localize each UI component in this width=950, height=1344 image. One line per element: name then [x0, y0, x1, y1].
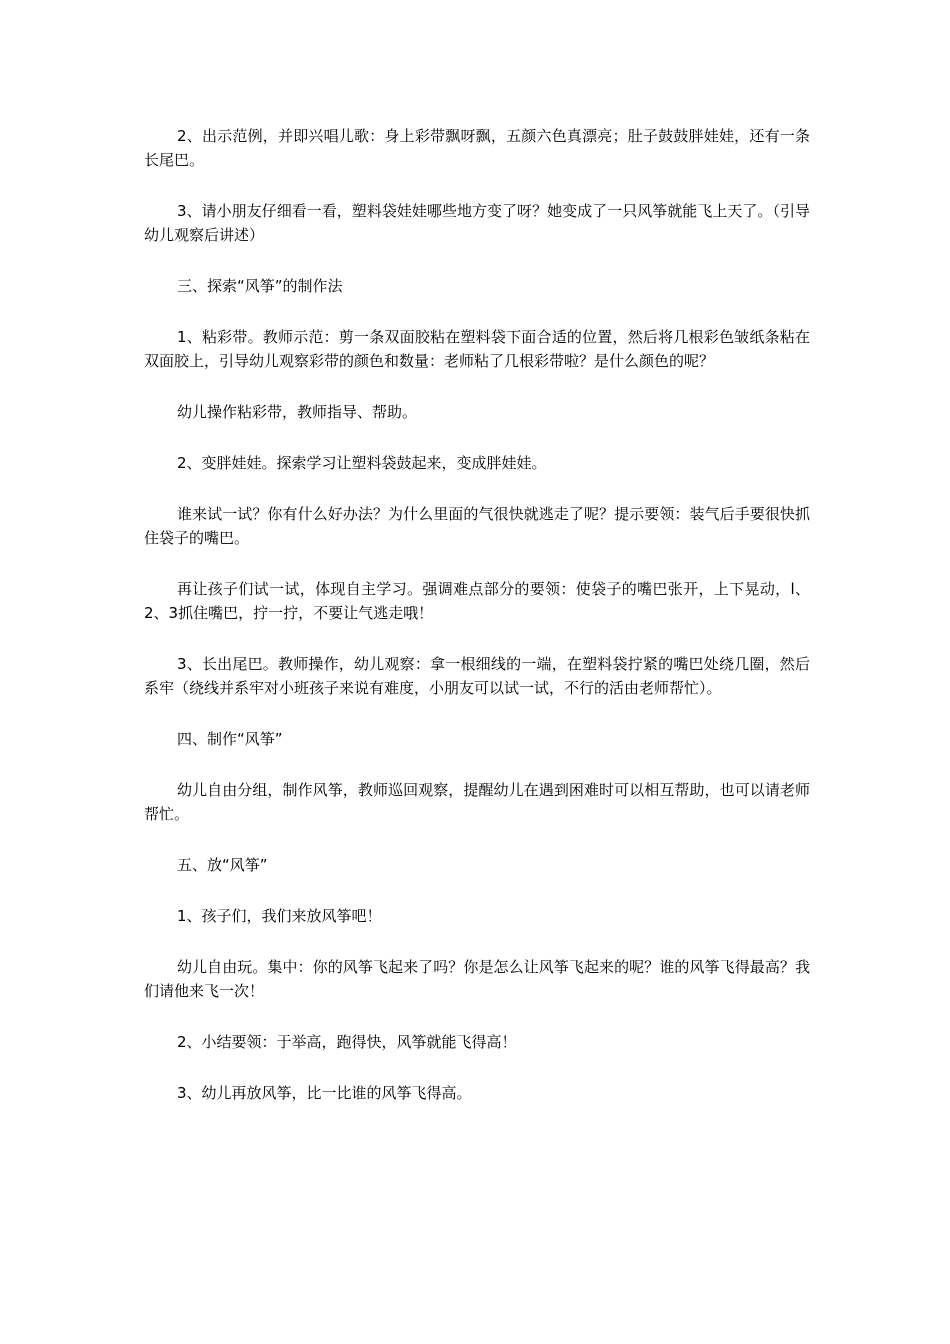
paragraph-observe-doll: 3、请小朋友仔细看一看，塑料袋娃娃哪些地方变了呀？她变成了一只风筝就能飞上天了。（引导幼儿观察后讲述） — [144, 202, 810, 244]
paragraph-fat-doll: 2、变胖娃娃。探索学习让塑料袋鼓起来，变成胖娃娃。 — [177, 454, 547, 472]
section-heading-fly: 五、放“风筝” — [177, 856, 268, 874]
section-heading-make: 四、制作“风筝” — [177, 730, 283, 748]
paragraph-groups: 幼儿自由分组，制作风筝，教师巡回观察，提醒幼儿在遇到困难时可以相互帮助，也可以请老师帮忙。 — [144, 781, 810, 823]
paragraph-lets-fly: 1、孩子们，我们来放风筝吧！ — [177, 907, 382, 925]
paragraph-free-play: 幼儿自由玩。集中：你的风筝飞起来了吗？你是怎么让风筝飞起来的呢？谁的风筝飞得最高？我们请他来飞一次！ — [144, 958, 810, 1000]
paragraph-stick-ribbons: 1、粘彩带。教师示范：剪一条双面胶粘在塑料袋下面合适的位置，然后将几根彩色皱纸条粘在双面胶上，引导幼儿观察彩带的颜色和数量：老师粘了几根彩带啦？是什么颜色的呢？ — [144, 328, 810, 370]
paragraph-fly-again: 3、幼儿再放风筝，比一比谁的风筝飞得高。 — [177, 1084, 472, 1102]
paragraph-show-example: 2、出示范例，并即兴唱儿歌：身上彩带飘呀飘，五颜六色真漂亮；肚子鼓鼓胖娃娃，还有一条长尾巴。 — [144, 127, 810, 169]
paragraph-who-tries: 谁来试一试？你有什么好办法？为什么里面的气很快就逃走了呢？提示要领：装气后手要很快抓住袋子的嘴巴。 — [144, 505, 810, 547]
paragraph-summary: 2、小结要领：于举高，跑得快，风筝就能飞得高！ — [177, 1033, 517, 1051]
document-body — [144, 124, 810, 1105]
paragraph-grow-tail: 3、长出尾巴。教师操作，幼儿观察：拿一根细线的一端，在塑料袋拧紧的嘴巴处绕几圈，然后系牢（绕线并系牢对小班孩子来说有难度，小朋友可以试一试，不行的活由老师帮忙）。 — [144, 655, 810, 697]
section-heading-explore: 三、探索“风筝”的制作法 — [177, 277, 343, 295]
paragraph-child-ribbons: 幼儿操作粘彩带，教师指导、帮助。 — [177, 403, 418, 421]
paragraph-try-again: 再让孩子们试一试，体现自主学习。强调难点部分的要领：使袋子的嘴巴张开，上下晃动，l、2、3抓住嘴巴，拧一拧，不要让气逃走哦！ — [144, 580, 810, 622]
